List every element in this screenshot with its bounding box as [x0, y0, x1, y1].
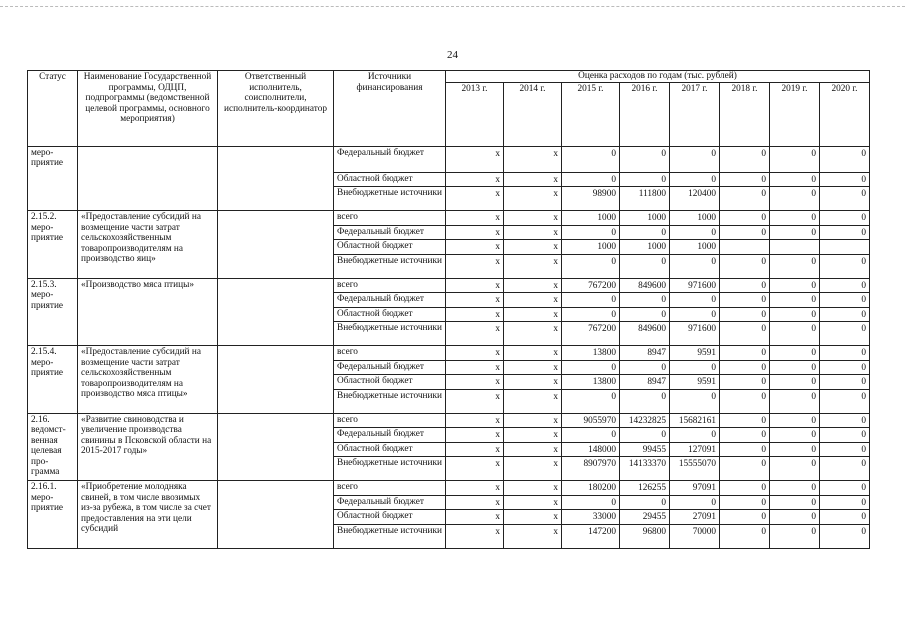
value-cell: 8947: [620, 346, 670, 361]
value-cell: 0: [820, 146, 870, 172]
value-cell: 0: [770, 322, 820, 346]
value-cell: 0: [670, 428, 720, 443]
value-cell: 0: [562, 307, 620, 322]
value-cell: x: [504, 254, 562, 278]
value-cell: x: [504, 211, 562, 226]
value-cell: x: [504, 172, 562, 187]
value-cell: 0: [670, 225, 720, 240]
source-cell: всего: [334, 211, 446, 226]
value-cell: x: [446, 413, 504, 428]
value-cell: x: [504, 146, 562, 172]
value-cell: x: [446, 495, 504, 510]
source-cell: Внебюджетные источники: [334, 254, 446, 278]
value-cell: 0: [820, 481, 870, 496]
value-cell: x: [446, 293, 504, 308]
name-cell: [78, 146, 218, 211]
source-cell: всего: [334, 481, 446, 496]
value-cell: 0: [562, 225, 620, 240]
value-cell: x: [446, 481, 504, 496]
responsible-cell: [218, 278, 334, 346]
value-cell: 0: [720, 187, 770, 211]
value-cell: x: [504, 375, 562, 390]
value-cell: 0: [720, 428, 770, 443]
value-cell: 0: [720, 307, 770, 322]
value-cell: 148000: [562, 442, 620, 457]
value-cell: 99455: [620, 442, 670, 457]
table-row: [28, 481, 870, 496]
value-cell: 0: [770, 389, 820, 413]
name-cell: «Производство мяса птицы»: [78, 278, 218, 346]
value-cell: 0: [770, 481, 820, 496]
source-cell: Федеральный бюджет: [334, 495, 446, 510]
value-cell: 0: [820, 211, 870, 226]
page-number: 24: [447, 49, 458, 61]
value-cell: 180200: [562, 481, 620, 496]
source-cell: Внебюджетные источники: [334, 389, 446, 413]
value-cell: 0: [620, 225, 670, 240]
value-cell: 0: [720, 293, 770, 308]
value-cell: x: [446, 322, 504, 346]
budget-table: [27, 70, 870, 549]
value-cell: x: [446, 240, 504, 255]
header-year: 2018 г.: [720, 82, 770, 146]
value-cell: x: [504, 307, 562, 322]
value-cell: x: [446, 389, 504, 413]
value-cell: x: [504, 389, 562, 413]
value-cell: 0: [820, 457, 870, 481]
source-cell: Областной бюджет: [334, 442, 446, 457]
value-cell: x: [446, 346, 504, 361]
value-cell: 0: [820, 346, 870, 361]
value-cell: 98900: [562, 187, 620, 211]
value-cell: 849600: [620, 322, 670, 346]
value-cell: x: [446, 187, 504, 211]
header-sources: Источники финансирования: [334, 71, 446, 147]
source-cell: всего: [334, 413, 446, 428]
value-cell: 0: [770, 146, 820, 172]
value-cell: x: [446, 254, 504, 278]
value-cell: 29455: [620, 510, 670, 525]
name-cell: «Развитие свиноводства и увеличение производства свинины в Псковской области на 2015-2017 годы»: [78, 413, 218, 481]
value-cell: 0: [720, 510, 770, 525]
value-cell: 0: [562, 293, 620, 308]
value-cell: 0: [770, 187, 820, 211]
table-row: [28, 211, 870, 226]
header-estimate: Оценка расходов по годам (тыс. рублей): [446, 71, 870, 83]
responsible-cell: [218, 211, 334, 279]
source-cell: Областной бюджет: [334, 307, 446, 322]
value-cell: 0: [720, 360, 770, 375]
value-cell: 0: [720, 481, 770, 496]
source-cell: Внебюджетные источники: [334, 187, 446, 211]
name-cell: «Предоставление субсидий на возмещение части затрат сельскохозяйственным товаропроизводителям на производство мяса птицы»: [78, 346, 218, 414]
value-cell: 0: [620, 146, 670, 172]
status-cell: 2.15.4. меро-приятие: [28, 346, 78, 414]
value-cell: x: [504, 481, 562, 496]
value-cell: 15682161: [670, 413, 720, 428]
value-cell: 13800: [562, 346, 620, 361]
value-cell: 0: [770, 225, 820, 240]
source-cell: Федеральный бюджет: [334, 146, 446, 172]
value-cell: [720, 240, 770, 255]
value-cell: x: [446, 457, 504, 481]
value-cell: 0: [562, 172, 620, 187]
value-cell: 0: [720, 495, 770, 510]
value-cell: 0: [820, 172, 870, 187]
value-cell: x: [504, 510, 562, 525]
value-cell: 0: [562, 254, 620, 278]
source-cell: Областной бюджет: [334, 240, 446, 255]
value-cell: 0: [720, 278, 770, 293]
source-cell: Областной бюджет: [334, 375, 446, 390]
value-cell: 0: [770, 346, 820, 361]
header-year: 2020 г.: [820, 82, 870, 146]
value-cell: 97091: [670, 481, 720, 496]
header-year: 2019 г.: [770, 82, 820, 146]
value-cell: 0: [770, 307, 820, 322]
value-cell: 0: [562, 495, 620, 510]
value-cell: x: [504, 413, 562, 428]
value-cell: x: [446, 211, 504, 226]
value-cell: 0: [720, 346, 770, 361]
source-cell: всего: [334, 346, 446, 361]
value-cell: 0: [620, 495, 670, 510]
value-cell: 0: [670, 293, 720, 308]
responsible-cell: [218, 413, 334, 481]
responsible-cell: [218, 346, 334, 414]
name-cell: «Приобретение молодняка свиней, в том числе ввозимых из-за рубежа, в том числе за счет предоставления на эти цели субсидий: [78, 481, 218, 549]
value-cell: x: [446, 442, 504, 457]
value-cell: 0: [670, 146, 720, 172]
value-cell: 849600: [620, 278, 670, 293]
source-cell: Внебюджетные источники: [334, 524, 446, 548]
value-cell: 1000: [562, 240, 620, 255]
value-cell: 127091: [670, 442, 720, 457]
value-cell: 0: [770, 457, 820, 481]
scan-top-edge: [0, 6, 905, 7]
value-cell: 147200: [562, 524, 620, 548]
value-cell: 0: [770, 375, 820, 390]
value-cell: 1000: [620, 240, 670, 255]
value-cell: 0: [720, 442, 770, 457]
header-status: Статус: [28, 71, 78, 147]
value-cell: 0: [770, 510, 820, 525]
table-row: [28, 346, 870, 361]
value-cell: 0: [770, 495, 820, 510]
value-cell: [820, 240, 870, 255]
value-cell: 0: [562, 389, 620, 413]
value-cell: 0: [770, 254, 820, 278]
value-cell: 9591: [670, 375, 720, 390]
status-cell: 2.15.3. меро-приятие: [28, 278, 78, 346]
value-cell: x: [504, 495, 562, 510]
status-cell: 2.15.2. меро-приятие: [28, 211, 78, 279]
header-responsible: Ответственный исполнитель, соисполнители, исполнитель-координатор: [218, 71, 334, 147]
value-cell: 8947: [620, 375, 670, 390]
value-cell: 14232825: [620, 413, 670, 428]
value-cell: x: [504, 360, 562, 375]
source-cell: всего: [334, 278, 446, 293]
value-cell: 0: [820, 254, 870, 278]
value-cell: 0: [820, 278, 870, 293]
value-cell: 0: [620, 428, 670, 443]
value-cell: 0: [770, 360, 820, 375]
table-row: [28, 413, 870, 428]
table-row: [28, 278, 870, 293]
value-cell: 0: [720, 413, 770, 428]
value-cell: 0: [670, 389, 720, 413]
value-cell: x: [504, 278, 562, 293]
value-cell: 0: [720, 322, 770, 346]
value-cell: 0: [670, 254, 720, 278]
value-cell: 0: [770, 442, 820, 457]
value-cell: 9591: [670, 346, 720, 361]
status-cell: меро-приятие: [28, 146, 78, 211]
value-cell: 33000: [562, 510, 620, 525]
value-cell: 0: [620, 307, 670, 322]
value-cell: 0: [720, 389, 770, 413]
value-cell: 0: [820, 307, 870, 322]
value-cell: 0: [670, 172, 720, 187]
value-cell: 971600: [670, 278, 720, 293]
value-cell: 0: [820, 428, 870, 443]
value-cell: 0: [770, 428, 820, 443]
value-cell: 0: [620, 254, 670, 278]
name-cell: «Предоставление субсидий на возмещение части затрат сельскохозяйственным товаропроизводителям на производство яиц»: [78, 211, 218, 279]
value-cell: 9055970: [562, 413, 620, 428]
value-cell: x: [446, 360, 504, 375]
value-cell: x: [504, 428, 562, 443]
value-cell: x: [504, 187, 562, 211]
value-cell: 0: [770, 211, 820, 226]
value-cell: 767200: [562, 322, 620, 346]
value-cell: 971600: [670, 322, 720, 346]
value-cell: x: [446, 278, 504, 293]
value-cell: 0: [820, 389, 870, 413]
value-cell: 1000: [620, 211, 670, 226]
value-cell: x: [504, 442, 562, 457]
table-row: [28, 146, 870, 172]
value-cell: 0: [720, 375, 770, 390]
value-cell: 0: [720, 146, 770, 172]
value-cell: x: [504, 225, 562, 240]
value-cell: 0: [562, 146, 620, 172]
value-cell: x: [446, 510, 504, 525]
value-cell: 8907970: [562, 457, 620, 481]
value-cell: 767200: [562, 278, 620, 293]
value-cell: x: [446, 225, 504, 240]
value-cell: 0: [820, 360, 870, 375]
value-cell: 0: [820, 322, 870, 346]
value-cell: 27091: [670, 510, 720, 525]
value-cell: 0: [820, 442, 870, 457]
value-cell: 0: [620, 293, 670, 308]
source-cell: Федеральный бюджет: [334, 360, 446, 375]
value-cell: 0: [562, 360, 620, 375]
value-cell: 120400: [670, 187, 720, 211]
value-cell: 0: [820, 225, 870, 240]
value-cell: 0: [620, 360, 670, 375]
value-cell: x: [504, 524, 562, 548]
value-cell: 0: [620, 172, 670, 187]
responsible-cell: [218, 481, 334, 549]
value-cell: 0: [720, 172, 770, 187]
source-cell: Внебюджетные источники: [334, 457, 446, 481]
value-cell: 0: [820, 375, 870, 390]
source-cell: Федеральный бюджет: [334, 428, 446, 443]
header-name: Наименование Государственной программы, ОДЦП, подпрограммы (ведомственной целевой программы, основного мероприятия): [78, 71, 218, 147]
header-year: 2016 г.: [620, 82, 670, 146]
header-year: 2014 г.: [504, 82, 562, 146]
source-cell: Областной бюджет: [334, 172, 446, 187]
value-cell: 14133370: [620, 457, 670, 481]
value-cell: 0: [562, 428, 620, 443]
value-cell: 0: [820, 495, 870, 510]
value-cell: x: [446, 375, 504, 390]
value-cell: 0: [820, 187, 870, 211]
source-cell: Областной бюджет: [334, 510, 446, 525]
value-cell: 0: [820, 524, 870, 548]
value-cell: 0: [770, 172, 820, 187]
status-cell: 2.16. ведомст-венная целевая про-грамма: [28, 413, 78, 481]
value-cell: x: [446, 146, 504, 172]
value-cell: 96800: [620, 524, 670, 548]
value-cell: 111800: [620, 187, 670, 211]
value-cell: x: [504, 293, 562, 308]
value-cell: 0: [720, 524, 770, 548]
value-cell: 70000: [670, 524, 720, 548]
value-cell: x: [446, 428, 504, 443]
value-cell: 0: [620, 389, 670, 413]
value-cell: 15555070: [670, 457, 720, 481]
value-cell: x: [504, 457, 562, 481]
value-cell: 0: [720, 211, 770, 226]
header-year: 2015 г.: [562, 82, 620, 146]
responsible-cell: [218, 146, 334, 211]
value-cell: 0: [670, 307, 720, 322]
value-cell: 0: [770, 524, 820, 548]
value-cell: 0: [820, 510, 870, 525]
value-cell: 126255: [620, 481, 670, 496]
header-year: 2017 г.: [670, 82, 720, 146]
value-cell: 0: [770, 413, 820, 428]
value-cell: 1000: [670, 211, 720, 226]
value-cell: x: [446, 524, 504, 548]
value-cell: x: [504, 346, 562, 361]
value-cell: 1000: [562, 211, 620, 226]
value-cell: x: [504, 322, 562, 346]
value-cell: 0: [670, 360, 720, 375]
value-cell: 0: [770, 278, 820, 293]
source-cell: Федеральный бюджет: [334, 225, 446, 240]
value-cell: 0: [820, 413, 870, 428]
value-cell: 0: [720, 225, 770, 240]
value-cell: 0: [670, 495, 720, 510]
value-cell: x: [446, 172, 504, 187]
value-cell: 0: [770, 293, 820, 308]
value-cell: 1000: [670, 240, 720, 255]
value-cell: x: [504, 240, 562, 255]
value-cell: [770, 240, 820, 255]
value-cell: 13800: [562, 375, 620, 390]
source-cell: Внебюджетные источники: [334, 322, 446, 346]
source-cell: Федеральный бюджет: [334, 293, 446, 308]
status-cell: 2.16.1. меро-приятие: [28, 481, 78, 549]
value-cell: 0: [720, 254, 770, 278]
header-year: 2013 г.: [446, 82, 504, 146]
value-cell: x: [446, 307, 504, 322]
value-cell: 0: [720, 457, 770, 481]
value-cell: 0: [820, 293, 870, 308]
